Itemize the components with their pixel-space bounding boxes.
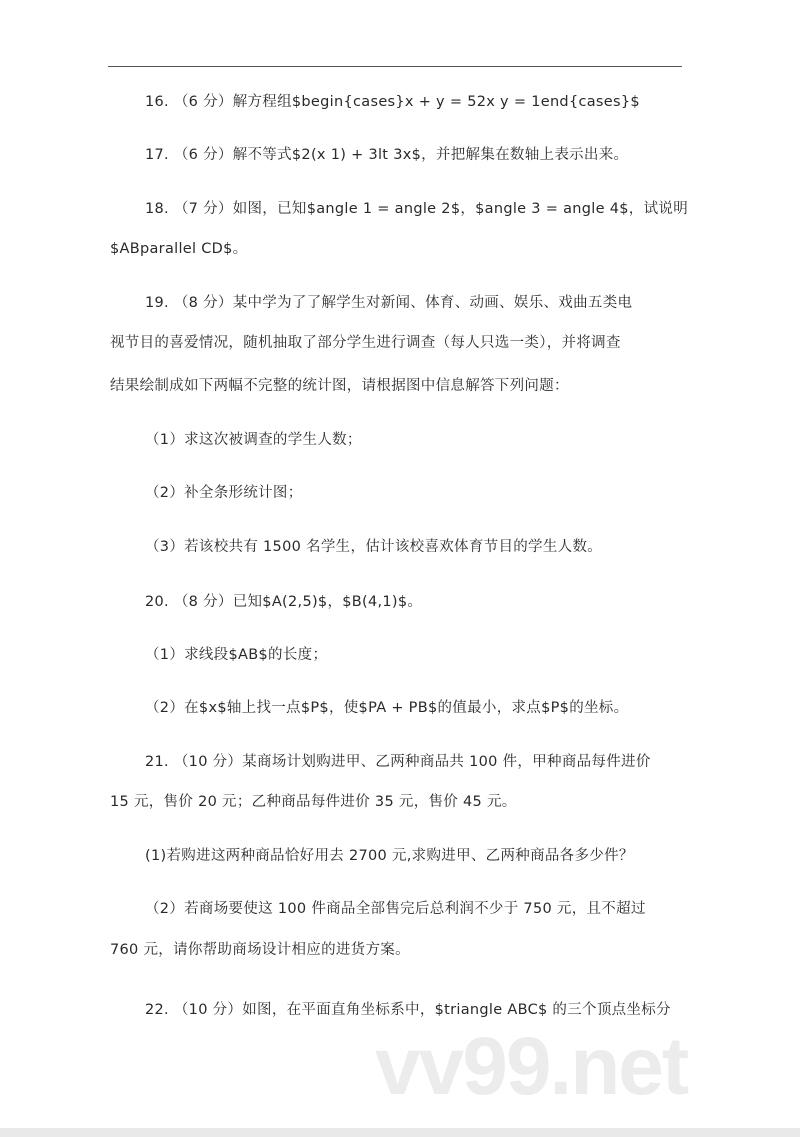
watermark: vv99.net	[375, 1021, 688, 1112]
question-19: 19. （8 分）某中学为了了解学生对新闻、体育、动画、娱乐、戏曲五类电	[145, 295, 633, 311]
question-21: 21. （10 分）某商场计划购进甲、乙两种商品共 100 件，甲种商品每件进价	[145, 754, 651, 770]
question-19-part-1: （1）求这次被调查的学生人数；	[145, 432, 362, 448]
question-19-cont: 结果绘制成如下两幅不完整的统计图，请根据图中信息解答下列问题：	[110, 378, 569, 394]
header-rule	[108, 66, 682, 67]
question-18-cont: $ABparallel CD$。	[110, 241, 248, 257]
question-20-part-1: （1）求线段$AB$的长度；	[145, 647, 328, 663]
question-19-part-3: （3）若该校共有 1500 名学生，估计该校喜欢体育节目的学生人数。	[145, 539, 603, 555]
question-21-part-1: (1)若购进这两种商品恰好用去 2700 元,求购进甲、乙两种商品各多少件？	[145, 848, 634, 864]
page-bottom-edge	[0, 1128, 800, 1137]
question-19-cont: 视节目的喜爱情况，随机抽取了部分学生进行调查（每人只选一类），并将调查	[110, 335, 621, 351]
question-21-part-2-cont: 760 元，请你帮助商场设计相应的进货方案。	[110, 942, 410, 958]
question-19-part-2: （2）补全条形统计图；	[145, 485, 303, 501]
question-17: 17. （6 分）解不等式$2(x 1) + 3lt 3x$，并把解集在数轴上表示出来。	[145, 147, 629, 163]
question-16: 16. （6 分）解方程组$begin{cases}x + y = 52x y = 1end{cases}$	[145, 94, 640, 110]
question-21-part-2: （2）若商场要使这 100 件商品全部售完后总利润不少于 750 元，且不超过	[145, 901, 646, 917]
question-21-cont: 15 元，售价 20 元；乙种商品每件进价 35 元，售价 45 元。	[110, 794, 517, 810]
question-20: 20. （8 分）已知$A(2,5)$，$B(4,1)$。	[145, 594, 423, 610]
question-20-part-2: （2）在$x$轴上找一点$P$，使$PA + PB$的值最小，求点$P$的坐标。	[145, 700, 629, 716]
question-22: 22. （10 分）如图，在平面直角坐标系中，$triangle ABC$ 的三个顶点坐标分	[145, 1002, 671, 1018]
question-18: 18. （7 分）如图，已知$angle 1 = angle 2$，$angle 3 = angle 4$，试说明	[145, 201, 688, 217]
